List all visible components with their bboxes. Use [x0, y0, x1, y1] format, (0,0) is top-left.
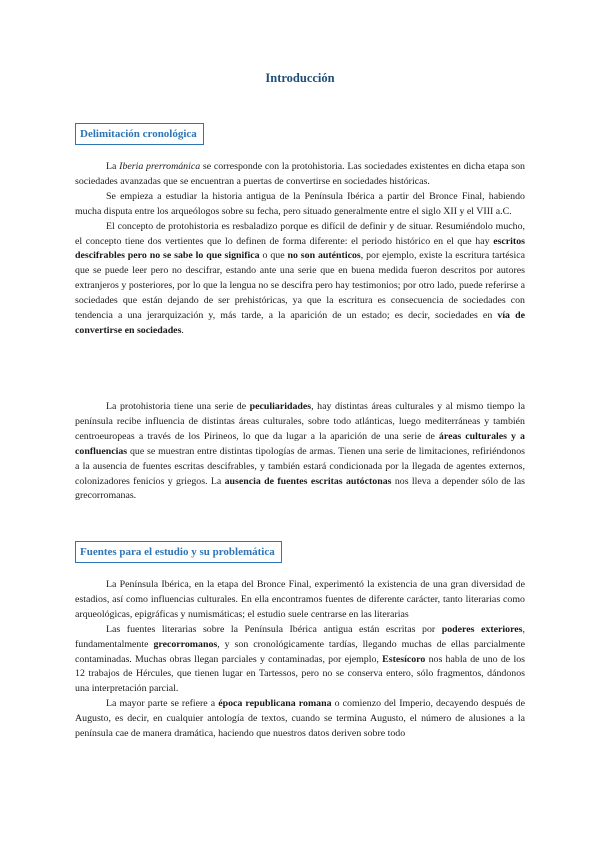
- text-run: .: [181, 324, 184, 336]
- bold-text: época republicana romana: [218, 698, 332, 710]
- text-run: nos habla de uno de los 12 trabajos de Hércules, que tienen lugar en Tartessos, pero no se conserva entero, sólo fragmentos, dándonos una interpretación parcial.: [75, 653, 525, 695]
- text-run: se corresponde con la protohistoria. Las sociedades existentes en dicha etapa son sociedades avanzadas que se encuentran a puertas de convertirse en sociedades históricas.: [75, 161, 525, 187]
- text-run: El concepto de protohistoria es resbaladizo porque es difícil de definir y de situar. Resumiéndolo mucho, el concepto tiene dos vertientes que lo definen de forma diferente: el periodo histórico en el que hay: [75, 220, 525, 247]
- section1-body-continued: [75, 400, 525, 504]
- bold-text: Estesícoro: [382, 653, 426, 665]
- text-run: Se empieza a estudiar la historia antigua de la Península Ibérica a partir del Bronce Final, habiendo mucha disputa entre los arqueólogos sobre su fecha, pero situado generalmente entre el siglo XII y el VIII a.C.: [75, 190, 525, 217]
- text-run: , fundamentalmente: [75, 623, 525, 650]
- paragraph: [75, 578, 525, 623]
- text-run: nos lleva a depender sólo de las grecorromanas.: [75, 475, 525, 502]
- text-run: , por ejemplo, existe la escritura tartésica que se puede leer pero no descifrar, estando ante una serie que en buena medida fueron descritos por autores extranjeros y posteriores, por lo que la lengua no se descifra pero hay testimonios; por otro lado, puede referirse a sociedades que están dejando de ser prehistóricas, ya que la escritura es consecuencia de sociedades con tendencia a una jerarquización y, más tarde, a la aparición de un estado; es decir, sociedades en: [75, 250, 525, 322]
- bold-text: poderes exteriores: [441, 623, 523, 635]
- bold-text: ausencia de fuentes escritas autóctonas: [224, 475, 392, 487]
- text-run: Las fuentes literarias sobre la Península Ibérica antigua están escritas por: [106, 623, 442, 635]
- bold-text: no son auténticos: [287, 250, 361, 262]
- text-run: o comienzo del Imperio, decayendo después de Augusto, es decir, en cualquier antología de textos, cuando se termina Augusto, el número de alusiones a la península cae de manera dramática, haciendo que nuestros datos deriven sobre todo: [75, 698, 526, 740]
- section1-body: [75, 160, 525, 339]
- italic-text: Iberia prerrománica: [119, 161, 201, 172]
- text-run: , y son cronológicamente tardías, llegando muchas de ellas parcialmente contaminadas. Muchas obras llegan parciales y contaminadas, por ejemplo,: [75, 638, 526, 665]
- bold-text: vía de convertirse en sociedades: [75, 310, 525, 336]
- page-title: Introducción: [265, 71, 335, 85]
- text-run: La mayor parte se refiere a: [106, 698, 219, 710]
- text-run: o que: [259, 250, 288, 262]
- text-run: La protohistoria tiene una serie de: [106, 401, 250, 412]
- paragraph: [75, 220, 525, 339]
- text-run: que se muestran entre distintas tipologías de armas. Tienen una serie de limitaciones, refiriéndonos a la ausencia de fuentes escritas descifrables, y también estará condicionada por la llegada de agentes externos, colonizadores fenicios y griegos. La: [75, 445, 525, 487]
- text-run: , hay distintas áreas culturales y al mismo tiempo la península recibe influencia de distintas áreas culturales, sobre todo atlánticas, luego mediterráneas y también centroeuropeas a través de los Pirineos, lo que da lugar a la aparición de una serie de: [75, 401, 525, 442]
- section-heading-fuentes: Fuentes para el estudio y su problemática: [75, 541, 282, 563]
- section2-body: [75, 578, 525, 742]
- bold-text: grecorromanos: [153, 638, 218, 650]
- paragraph: [75, 623, 525, 698]
- bold-text: áreas culturales y a confluencias: [75, 430, 525, 457]
- paragraph: [75, 697, 525, 742]
- paragraph: [75, 400, 525, 504]
- text-run: La: [106, 161, 120, 172]
- paragraph: [75, 190, 525, 220]
- paragraph: [75, 160, 525, 190]
- bold-text: peculiaridades: [249, 401, 312, 412]
- section-heading-delimitacion: Delimitación cronológica: [75, 123, 204, 145]
- bold-text: escritos descifrables pero no se sabe lo que significa: [75, 235, 525, 262]
- text-run: La Península Ibérica, en la etapa del Bronce Final, experimentó la existencia de una gran diversidad de estadios, así como influencias culturales. En ella encontramos fuentes de diferente carácter, tanto literarias como arqueológicas, epigráficas y numismáticas; el estudio suele centrarse en las literarias: [75, 579, 525, 620]
